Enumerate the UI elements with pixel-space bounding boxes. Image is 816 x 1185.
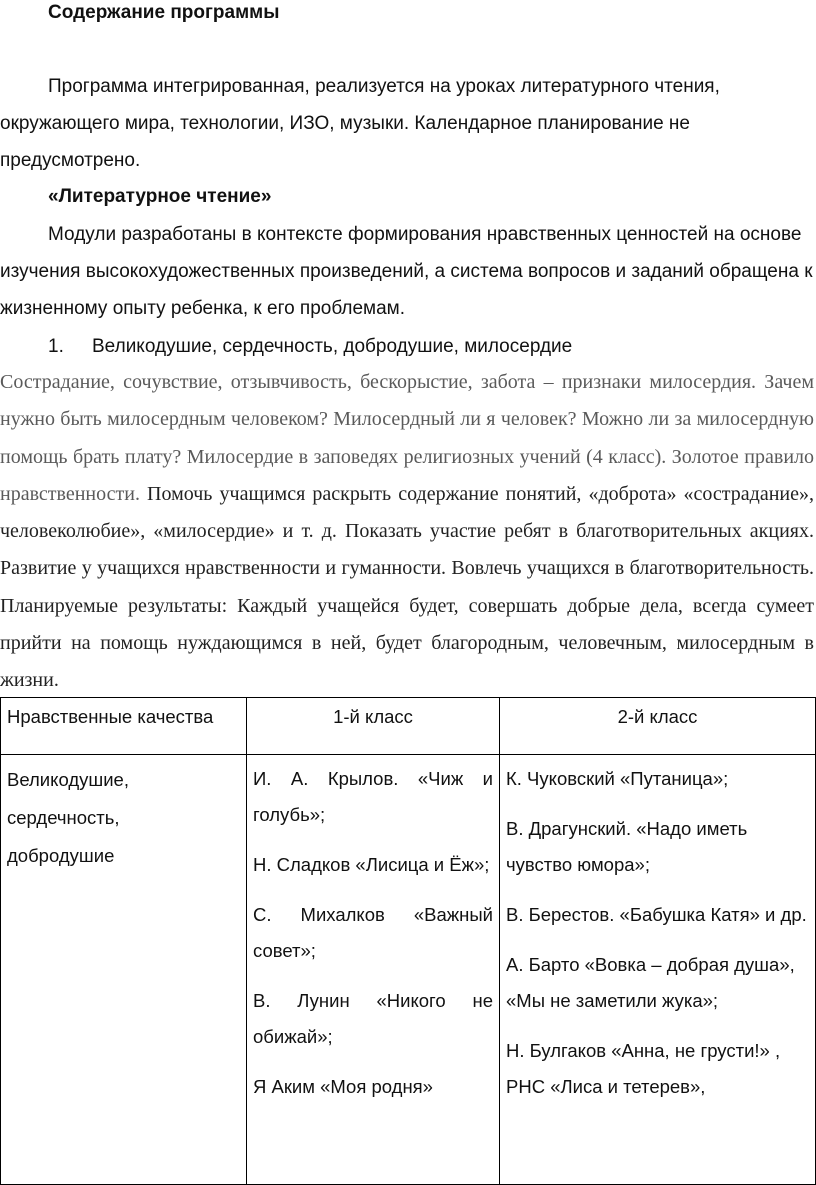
quality-line: добродушие — [7, 845, 115, 866]
table-header-row — [1, 698, 816, 755]
qualities-cell — [1, 755, 247, 1185]
book-entry: С. Михалков «Важный совет»; — [253, 904, 493, 961]
header-grade-1: 1-й класс — [247, 698, 500, 755]
book-entry: Н. Сладков «Лисица и Ёж»; — [253, 854, 490, 875]
header-grade-2: 2-й класс — [500, 698, 816, 755]
section-title: «Литературное чтение» — [48, 186, 272, 207]
intro-paragraph: Программа интегрированная, реализуется на уроках литературного чтения, окружающего мира, технологии, ИЗО, музыки. Календарное планирование не предусмотрено. — [0, 76, 720, 171]
table-row — [1, 755, 816, 1185]
list-item-title: Великодушие, сердечность, добродушие, милосердие — [92, 336, 573, 357]
description-part-1: Сострадание, сочувствие, отзывчивость, бескорыстие, забота – признаки милосердия. Зачем нужно быть милосердным человеком? Милосердный ли я человек? Можно ли за милосердную помощь брать плату? Милосердие в заповедях религиозных учений (4 класс). Золотое правило нравственности. — [0, 371, 814, 505]
description-part-2: Помочь учащимся раскрыть содержание понятий, «доброта» «сострадание», человеколюбие», «милосердие» и т. д. Показать участие ребят в благотворительных акциях. Развитие у учащихся нравственности и гуманности. Вовлечь учащихся в благотворительность. Планируемые результаты: Каждый учащейся будет, совершать добрые дела, всегда сумеет прийти на помощь нуждающимся в ней, будет благородным, человечным, милосердным в жизни. — [0, 482, 814, 692]
book-entry: К. Чуковский «Путаница»; — [506, 768, 729, 789]
list-item-number: 1. — [48, 336, 64, 357]
book-entry: Я Аким «Моя родня» — [253, 1076, 433, 1097]
book-entry: В. Лунин «Никого не обижай»; — [253, 990, 493, 1047]
list-item — [48, 328, 572, 365]
modules-paragraph: Модули разработаны в контексте формирования нравственных ценностей на основе изучения высокохудожественных произведений, а система вопросов и заданий обращена к жизненному опыту ребенка, к его проблемам. — [0, 224, 813, 319]
book-entry: В. Драгунский. «Надо иметь чувство юмора»; — [506, 818, 748, 875]
grade-2-cell — [500, 755, 816, 1185]
book-entry: В. Берестов. «Бабушка Катя» и др. — [506, 904, 807, 925]
qualities-table — [0, 697, 816, 1185]
book-entry: И. А. Крылов. «Чиж и голубь»; — [253, 768, 493, 825]
header-qualities: Нравственные качества — [1, 698, 247, 755]
grade-1-cell — [247, 755, 500, 1185]
description-paragraph — [0, 364, 814, 700]
quality-line: сердечность, — [7, 807, 120, 828]
page-title: Содержание программы — [48, 2, 280, 23]
book-entry: А. Барто «Вовка – добрая душа», «Мы не заметили жука»; — [506, 954, 795, 1011]
quality-line: Великодушие, — [7, 769, 129, 790]
book-entry: Н. Булгаков «Анна, не грусти!» , РНС «Лиса и тетерев», — [506, 1040, 781, 1097]
